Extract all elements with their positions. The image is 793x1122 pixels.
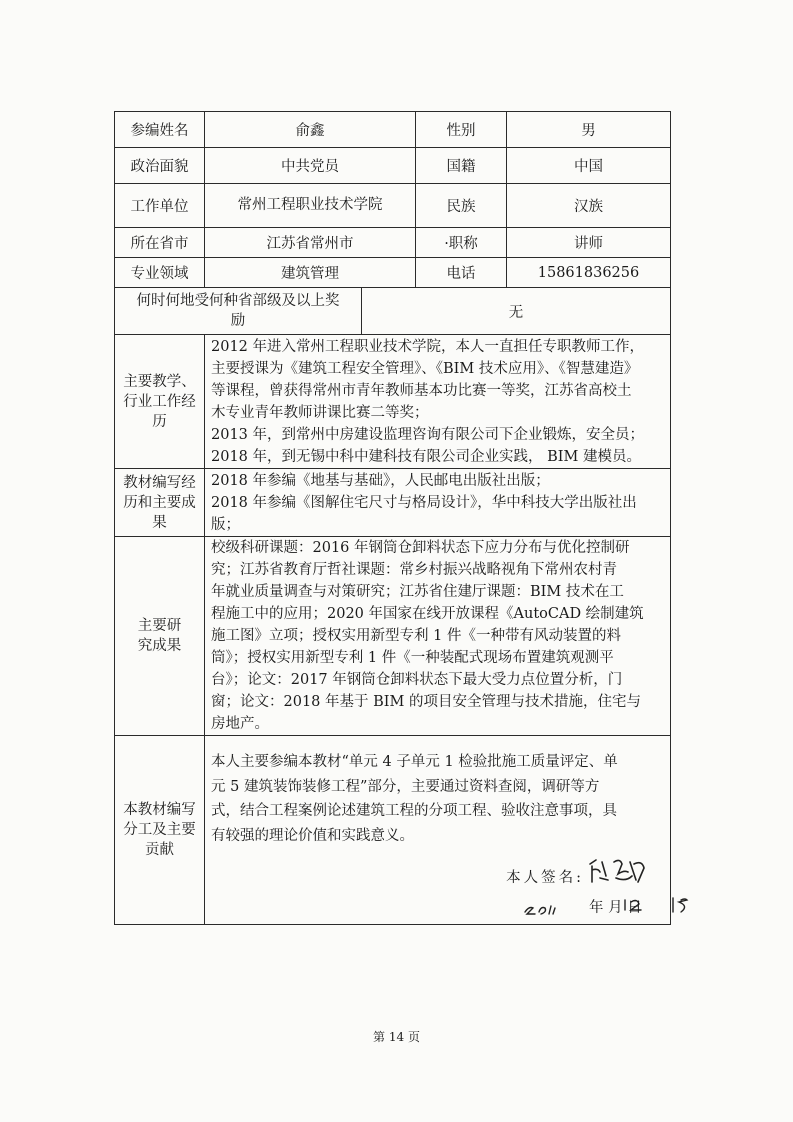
form-row-workplace bbox=[115, 184, 671, 228]
text-line: 校级科研课题：2016 年钢筒仓卸料状态下应力分布与优化控制研 bbox=[211, 540, 630, 556]
phone-value: 15861836256 bbox=[507, 258, 671, 288]
ethnic-value: 汉族 bbox=[507, 184, 671, 228]
form-row-field bbox=[115, 258, 671, 288]
text-line: 窗；论文：2018 年基于 BIM 的项目安全管理与技术措施，住宅与 bbox=[211, 694, 641, 710]
contribution-cell bbox=[205, 736, 671, 925]
ethnic-label: 民族 bbox=[416, 184, 507, 228]
form-row-contribution bbox=[115, 736, 671, 925]
text-line: 有较强的理论价值和实践意义。 bbox=[211, 827, 414, 844]
workplace-value: 常州工程职业技术学院 bbox=[205, 184, 416, 228]
field-label: 专业领域 bbox=[115, 258, 205, 288]
text-line: 元 5 建筑装饰装修工程”部分，主要通过资料查阅，调研等方 bbox=[211, 778, 600, 795]
title-value: 讲师 bbox=[507, 228, 671, 258]
text-line: 程施工中的应用；2020 年国家在线开放课程《AutoCAD 绘制建筑 bbox=[211, 606, 644, 622]
date-printed-text: 年 月 日 bbox=[589, 900, 642, 916]
gender-value: 男 bbox=[507, 112, 671, 148]
text-line: 房地产。 bbox=[211, 716, 269, 732]
nationality-label: 国籍 bbox=[416, 148, 507, 184]
text-line: 施工图》立项；授权实用新型专利 1 件《一种带有风动装置的料 bbox=[211, 628, 621, 644]
form-row-research bbox=[115, 537, 671, 736]
text-line: 筒》；授权实用新型专利 1 件《一种装配式现场布置建筑观测平 bbox=[211, 650, 614, 666]
experience-label: 主要教学、行业工作经历 bbox=[115, 335, 205, 469]
editor-info-form bbox=[114, 111, 671, 925]
contribution-label: 本教材编写分工及主要贡献 bbox=[115, 736, 205, 925]
text-line: 2012 年进入常州工程职业技术学院，本人一直担任专职教师工作， bbox=[211, 338, 645, 355]
text-line: 2018 年，到无锡中科中建科技有限公司企业实践， BIM 建模员。 bbox=[211, 448, 641, 465]
research-text bbox=[205, 537, 671, 736]
signature-label: 本人签名: bbox=[506, 870, 584, 886]
nationality-value: 中国 bbox=[507, 148, 671, 184]
research-label: 主要研究成果 bbox=[115, 537, 205, 736]
workplace-label: 工作单位 bbox=[115, 184, 205, 228]
form-row-textbooks bbox=[115, 469, 671, 537]
form-row-province bbox=[115, 228, 671, 258]
text-line: 木专业青年教师讲课比赛二等奖； bbox=[211, 404, 429, 421]
province-value: 江苏省常州市 bbox=[205, 228, 416, 258]
form-row-experience bbox=[115, 335, 671, 469]
text-line: 2013 年，到常州中房建设监理咨询有限公司下企业锻炼，安全员； bbox=[211, 426, 645, 443]
experience-text bbox=[205, 335, 671, 469]
contribution-text bbox=[211, 750, 664, 848]
awards-value: 无 bbox=[362, 288, 671, 335]
politics-value: 中共党员 bbox=[205, 148, 416, 184]
page-number: 第 14 页 bbox=[373, 1030, 420, 1044]
text-line: 式，结合工程案例论述建筑工程的分项工程、验收注意事项，具 bbox=[211, 803, 617, 819]
text-line: 究；江苏省教育厅哲社课题：常乡村振兴战略视角下常州农村青 bbox=[211, 562, 617, 578]
text-line: 等课程，曾获得常州市青年教师基本功比赛一等奖，江苏省高校土 bbox=[211, 382, 632, 399]
text-line: 版； bbox=[211, 516, 240, 533]
awards-label: 何时何地受何种省部级及以上奖励 bbox=[115, 288, 362, 335]
signature-date bbox=[523, 892, 753, 918]
politics-label: 政治面貌 bbox=[115, 148, 205, 184]
form-row-awards bbox=[115, 288, 671, 335]
province-label: 所在省市 bbox=[115, 228, 205, 258]
text-line: 2018 年参编《图解住宅尺寸与格局设计》，华中科技大学出版社出 bbox=[211, 494, 637, 511]
textbooks-text bbox=[205, 469, 671, 537]
form-row-name bbox=[115, 112, 671, 148]
name-label: 参编姓名 bbox=[115, 112, 205, 148]
title-label: ·职称 bbox=[416, 228, 507, 258]
text-line: 年就业质量调查与对策研究；江苏省住建厅课题：BIM 技术在工 bbox=[211, 584, 624, 600]
text-line: 本人主要参编本教材“单元 4 子单元 1 检验批施工质量评定、单 bbox=[211, 754, 618, 770]
handwritten-signature bbox=[586, 856, 650, 886]
text-line: 主要授课为《建筑工程安全管理》、《BIM 技术应用》、《智慧建造》 bbox=[211, 360, 639, 377]
text-line: 台》；论文：2017 年钢筒仓卸料状态下最大受力点位置分析，门 bbox=[211, 672, 623, 688]
phone-label: 电话 bbox=[416, 258, 507, 288]
gender-label: 性别 bbox=[416, 112, 507, 148]
form-row-politics bbox=[115, 148, 671, 184]
field-value: 建筑管理 bbox=[205, 258, 416, 288]
name-value: 俞鑫 bbox=[205, 112, 416, 148]
text-line: 2018 年参编《地基与基础》，人民邮电出版社出版； bbox=[211, 472, 550, 489]
textbooks-label: 教材编写经历和主要成果 bbox=[115, 469, 205, 537]
